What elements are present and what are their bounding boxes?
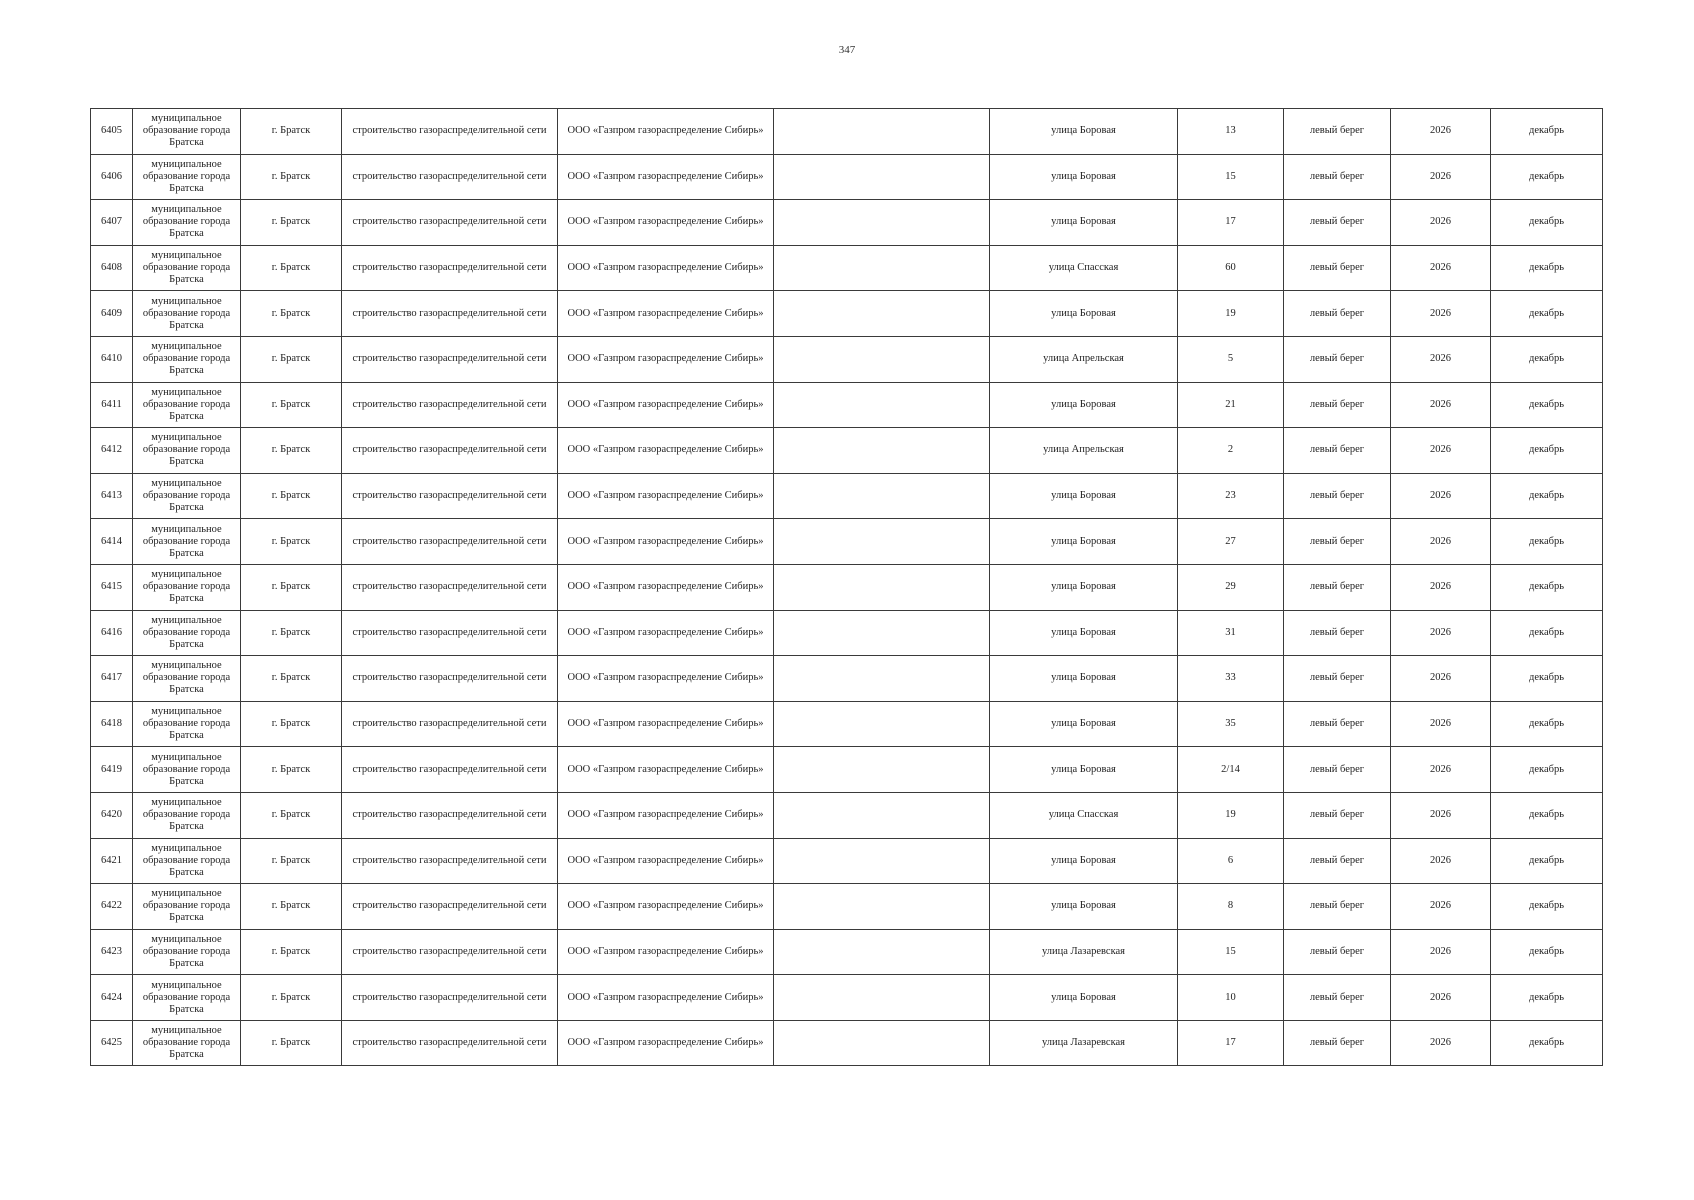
municipality-cell: муниципальное образование города Братска (133, 1020, 241, 1066)
year-cell: 2026 (1391, 291, 1491, 337)
house-number-cell: 23 (1178, 473, 1284, 519)
house-number-cell: 6 (1178, 838, 1284, 884)
settlement-cell: г. Братск (241, 792, 342, 838)
settlement-cell: г. Братск (241, 884, 342, 930)
river-bank-cell: левый берег (1284, 884, 1391, 930)
row-number-cell: 6412 (91, 428, 133, 474)
activity-cell: строительство газораспределительной сети (342, 564, 558, 610)
row-number-cell: 6415 (91, 564, 133, 610)
street-cell: улица Боровая (990, 154, 1178, 200)
row-number-cell: 6419 (91, 747, 133, 793)
river-bank-cell: левый берег (1284, 564, 1391, 610)
activity-cell: строительство газораспределительной сети (342, 929, 558, 975)
row-number-cell: 6418 (91, 701, 133, 747)
activity-cell: строительство газораспределительной сети (342, 1020, 558, 1066)
activity-cell: строительство газораспределительной сети (342, 610, 558, 656)
register-table (90, 108, 1603, 1066)
row-number-cell: 6407 (91, 200, 133, 246)
activity-cell: строительство газораспределительной сети (342, 336, 558, 382)
settlement-cell: г. Братск (241, 610, 342, 656)
month-cell: декабрь (1491, 929, 1603, 975)
month-cell: декабрь (1491, 656, 1603, 702)
street-cell: улица Спасская (990, 792, 1178, 838)
year-cell: 2026 (1391, 929, 1491, 975)
year-cell: 2026 (1391, 109, 1491, 155)
year-cell: 2026 (1391, 884, 1491, 930)
municipality-cell: муниципальное образование города Братска (133, 200, 241, 246)
table-row (91, 1020, 1603, 1066)
organization-cell: ООО «Газпром газораспределение Сибирь» (558, 838, 774, 884)
activity-cell: строительство газораспределительной сети (342, 838, 558, 884)
street-cell: улица Боровая (990, 382, 1178, 428)
activity-cell: строительство газораспределительной сети (342, 109, 558, 155)
street-cell: улица Лазаревская (990, 1020, 1178, 1066)
street-cell: улица Боровая (990, 200, 1178, 246)
activity-cell: строительство газораспределительной сети (342, 747, 558, 793)
house-number-cell: 2/14 (1178, 747, 1284, 793)
settlement-cell: г. Братск (241, 1020, 342, 1066)
settlement-cell: г. Братск (241, 701, 342, 747)
settlement-cell: г. Братск (241, 291, 342, 337)
organization-cell: ООО «Газпром газораспределение Сибирь» (558, 200, 774, 246)
house-number-cell: 29 (1178, 564, 1284, 610)
month-cell: декабрь (1491, 109, 1603, 155)
settlement-cell: г. Братск (241, 245, 342, 291)
street-cell: улица Боровая (990, 838, 1178, 884)
organization-cell: ООО «Газпром газораспределение Сибирь» (558, 336, 774, 382)
year-cell: 2026 (1391, 519, 1491, 565)
row-number-cell: 6421 (91, 838, 133, 884)
empty-cell (774, 838, 990, 884)
street-cell: улица Боровая (990, 656, 1178, 702)
table-row (91, 610, 1603, 656)
organization-cell: ООО «Газпром газораспределение Сибирь» (558, 1020, 774, 1066)
municipality-cell: муниципальное образование города Братска (133, 245, 241, 291)
municipality-cell: муниципальное образование города Братска (133, 428, 241, 474)
settlement-cell: г. Братск (241, 656, 342, 702)
house-number-cell: 15 (1178, 929, 1284, 975)
street-cell: улица Боровая (990, 109, 1178, 155)
month-cell: декабрь (1491, 564, 1603, 610)
house-number-cell: 8 (1178, 884, 1284, 930)
organization-cell: ООО «Газпром газораспределение Сибирь» (558, 245, 774, 291)
municipality-cell: муниципальное образование города Братска (133, 929, 241, 975)
empty-cell (774, 109, 990, 155)
municipality-cell: муниципальное образование города Братска (133, 109, 241, 155)
street-cell: улица Боровая (990, 564, 1178, 610)
empty-cell (774, 975, 990, 1021)
street-cell: улица Боровая (990, 747, 1178, 793)
year-cell: 2026 (1391, 564, 1491, 610)
house-number-cell: 31 (1178, 610, 1284, 656)
river-bank-cell: левый берег (1284, 473, 1391, 519)
table-row (91, 154, 1603, 200)
empty-cell (774, 245, 990, 291)
house-number-cell: 5 (1178, 336, 1284, 382)
empty-cell (774, 610, 990, 656)
empty-cell (774, 929, 990, 975)
year-cell: 2026 (1391, 154, 1491, 200)
table-row (91, 519, 1603, 565)
organization-cell: ООО «Газпром газораспределение Сибирь» (558, 519, 774, 565)
table-row (91, 200, 1603, 246)
organization-cell: ООО «Газпром газораспределение Сибирь» (558, 792, 774, 838)
month-cell: декабрь (1491, 200, 1603, 246)
month-cell: декабрь (1491, 473, 1603, 519)
empty-cell (774, 336, 990, 382)
activity-cell: строительство газораспределительной сети (342, 382, 558, 428)
settlement-cell: г. Братск (241, 109, 342, 155)
month-cell: декабрь (1491, 610, 1603, 656)
row-number-cell: 6405 (91, 109, 133, 155)
street-cell: улица Боровая (990, 975, 1178, 1021)
organization-cell: ООО «Газпром газораспределение Сибирь» (558, 929, 774, 975)
table-row (91, 109, 1603, 155)
municipality-cell: муниципальное образование города Братска (133, 792, 241, 838)
month-cell: декабрь (1491, 884, 1603, 930)
table-row (91, 656, 1603, 702)
row-number-cell: 6425 (91, 1020, 133, 1066)
house-number-cell: 33 (1178, 656, 1284, 702)
activity-cell: строительство газораспределительной сети (342, 884, 558, 930)
table-row (91, 564, 1603, 610)
river-bank-cell: левый берег (1284, 291, 1391, 337)
empty-cell (774, 428, 990, 474)
empty-cell (774, 656, 990, 702)
empty-cell (774, 1020, 990, 1066)
organization-cell: ООО «Газпром газораспределение Сибирь» (558, 884, 774, 930)
settlement-cell: г. Братск (241, 473, 342, 519)
table-row (91, 473, 1603, 519)
settlement-cell: г. Братск (241, 747, 342, 793)
settlement-cell: г. Братск (241, 154, 342, 200)
settlement-cell: г. Братск (241, 929, 342, 975)
month-cell: декабрь (1491, 747, 1603, 793)
house-number-cell: 60 (1178, 245, 1284, 291)
year-cell: 2026 (1391, 838, 1491, 884)
empty-cell (774, 200, 990, 246)
river-bank-cell: левый берег (1284, 610, 1391, 656)
activity-cell: строительство газораспределительной сети (342, 519, 558, 565)
street-cell: улица Апрельская (990, 336, 1178, 382)
year-cell: 2026 (1391, 610, 1491, 656)
month-cell: декабрь (1491, 519, 1603, 565)
empty-cell (774, 154, 990, 200)
municipality-cell: муниципальное образование города Братска (133, 291, 241, 337)
table-row (91, 245, 1603, 291)
month-cell: декабрь (1491, 382, 1603, 428)
house-number-cell: 17 (1178, 1020, 1284, 1066)
street-cell: улица Лазаревская (990, 929, 1178, 975)
row-number-cell: 6423 (91, 929, 133, 975)
table-row (91, 291, 1603, 337)
table-row (91, 792, 1603, 838)
street-cell: улица Боровая (990, 884, 1178, 930)
settlement-cell: г. Братск (241, 975, 342, 1021)
year-cell: 2026 (1391, 792, 1491, 838)
year-cell: 2026 (1391, 975, 1491, 1021)
river-bank-cell: левый берег (1284, 701, 1391, 747)
activity-cell: строительство газораспределительной сети (342, 473, 558, 519)
street-cell: улица Боровая (990, 610, 1178, 656)
row-number-cell: 6414 (91, 519, 133, 565)
month-cell: декабрь (1491, 701, 1603, 747)
municipality-cell: муниципальное образование города Братска (133, 154, 241, 200)
year-cell: 2026 (1391, 656, 1491, 702)
municipality-cell: муниципальное образование города Братска (133, 336, 241, 382)
table-body (91, 109, 1603, 1066)
year-cell: 2026 (1391, 747, 1491, 793)
year-cell: 2026 (1391, 473, 1491, 519)
river-bank-cell: левый берег (1284, 200, 1391, 246)
row-number-cell: 6410 (91, 336, 133, 382)
month-cell: декабрь (1491, 428, 1603, 474)
house-number-cell: 19 (1178, 792, 1284, 838)
empty-cell (774, 792, 990, 838)
table-row (91, 428, 1603, 474)
empty-cell (774, 382, 990, 428)
activity-cell: строительство газораспределительной сети (342, 200, 558, 246)
organization-cell: ООО «Газпром газораспределение Сибирь» (558, 109, 774, 155)
settlement-cell: г. Братск (241, 564, 342, 610)
table-row (91, 884, 1603, 930)
settlement-cell: г. Братск (241, 428, 342, 474)
row-number-cell: 6424 (91, 975, 133, 1021)
table-row (91, 838, 1603, 884)
empty-cell (774, 884, 990, 930)
year-cell: 2026 (1391, 701, 1491, 747)
row-number-cell: 6408 (91, 245, 133, 291)
house-number-cell: 21 (1178, 382, 1284, 428)
municipality-cell: муниципальное образование города Братска (133, 884, 241, 930)
organization-cell: ООО «Газпром газораспределение Сибирь» (558, 701, 774, 747)
table-row (91, 382, 1603, 428)
house-number-cell: 10 (1178, 975, 1284, 1021)
street-cell: улица Боровая (990, 519, 1178, 565)
month-cell: декабрь (1491, 975, 1603, 1021)
empty-cell (774, 473, 990, 519)
month-cell: декабрь (1491, 154, 1603, 200)
year-cell: 2026 (1391, 1020, 1491, 1066)
row-number-cell: 6416 (91, 610, 133, 656)
empty-cell (774, 519, 990, 565)
organization-cell: ООО «Газпром газораспределение Сибирь» (558, 382, 774, 428)
organization-cell: ООО «Газпром газораспределение Сибирь» (558, 473, 774, 519)
house-number-cell: 2 (1178, 428, 1284, 474)
river-bank-cell: левый берег (1284, 975, 1391, 1021)
table-row (91, 929, 1603, 975)
river-bank-cell: левый берег (1284, 838, 1391, 884)
house-number-cell: 35 (1178, 701, 1284, 747)
river-bank-cell: левый берег (1284, 1020, 1391, 1066)
street-cell: улица Боровая (990, 701, 1178, 747)
activity-cell: строительство газораспределительной сети (342, 792, 558, 838)
table-row (91, 701, 1603, 747)
organization-cell: ООО «Газпром газораспределение Сибирь» (558, 975, 774, 1021)
activity-cell: строительство газораспределительной сети (342, 975, 558, 1021)
municipality-cell: муниципальное образование города Братска (133, 382, 241, 428)
table-row (91, 975, 1603, 1021)
river-bank-cell: левый берег (1284, 929, 1391, 975)
street-cell: улица Боровая (990, 473, 1178, 519)
settlement-cell: г. Братск (241, 382, 342, 428)
organization-cell: ООО «Газпром газораспределение Сибирь» (558, 428, 774, 474)
settlement-cell: г. Братск (241, 336, 342, 382)
municipality-cell: муниципальное образование города Братска (133, 519, 241, 565)
settlement-cell: г. Братск (241, 519, 342, 565)
activity-cell: строительство газораспределительной сети (342, 428, 558, 474)
month-cell: декабрь (1491, 1020, 1603, 1066)
row-number-cell: 6411 (91, 382, 133, 428)
empty-cell (774, 701, 990, 747)
river-bank-cell: левый берег (1284, 382, 1391, 428)
organization-cell: ООО «Газпром газораспределение Сибирь» (558, 291, 774, 337)
river-bank-cell: левый берег (1284, 519, 1391, 565)
year-cell: 2026 (1391, 200, 1491, 246)
table-row (91, 336, 1603, 382)
activity-cell: строительство газораспределительной сети (342, 656, 558, 702)
municipality-cell: муниципальное образование города Братска (133, 564, 241, 610)
month-cell: декабрь (1491, 792, 1603, 838)
row-number-cell: 6420 (91, 792, 133, 838)
municipality-cell: муниципальное образование города Братска (133, 975, 241, 1021)
year-cell: 2026 (1391, 428, 1491, 474)
month-cell: декабрь (1491, 838, 1603, 884)
year-cell: 2026 (1391, 245, 1491, 291)
river-bank-cell: левый берег (1284, 245, 1391, 291)
house-number-cell: 19 (1178, 291, 1284, 337)
month-cell: декабрь (1491, 336, 1603, 382)
municipality-cell: муниципальное образование города Братска (133, 747, 241, 793)
activity-cell: строительство газораспределительной сети (342, 701, 558, 747)
settlement-cell: г. Братск (241, 200, 342, 246)
activity-cell: строительство газораспределительной сети (342, 245, 558, 291)
year-cell: 2026 (1391, 382, 1491, 428)
street-cell: улица Боровая (990, 291, 1178, 337)
organization-cell: ООО «Газпром газораспределение Сибирь» (558, 564, 774, 610)
street-cell: улица Спасская (990, 245, 1178, 291)
municipality-cell: муниципальное образование города Братска (133, 838, 241, 884)
river-bank-cell: левый берег (1284, 428, 1391, 474)
organization-cell: ООО «Газпром газораспределение Сибирь» (558, 656, 774, 702)
month-cell: декабрь (1491, 291, 1603, 337)
house-number-cell: 27 (1178, 519, 1284, 565)
empty-cell (774, 747, 990, 793)
house-number-cell: 15 (1178, 154, 1284, 200)
river-bank-cell: левый берег (1284, 336, 1391, 382)
empty-cell (774, 291, 990, 337)
settlement-cell: г. Братск (241, 838, 342, 884)
street-cell: улица Апрельская (990, 428, 1178, 474)
house-number-cell: 13 (1178, 109, 1284, 155)
activity-cell: строительство газораспределительной сети (342, 291, 558, 337)
municipality-cell: муниципальное образование города Братска (133, 701, 241, 747)
river-bank-cell: левый берег (1284, 792, 1391, 838)
municipality-cell: муниципальное образование города Братска (133, 473, 241, 519)
river-bank-cell: левый берег (1284, 109, 1391, 155)
row-number-cell: 6417 (91, 656, 133, 702)
year-cell: 2026 (1391, 336, 1491, 382)
page-number: 347 (838, 44, 856, 56)
row-number-cell: 6406 (91, 154, 133, 200)
river-bank-cell: левый берег (1284, 656, 1391, 702)
row-number-cell: 6422 (91, 884, 133, 930)
row-number-cell: 6413 (91, 473, 133, 519)
municipality-cell: муниципальное образование города Братска (133, 610, 241, 656)
row-number-cell: 6409 (91, 291, 133, 337)
organization-cell: ООО «Газпром газораспределение Сибирь» (558, 747, 774, 793)
organization-cell: ООО «Газпром газораспределение Сибирь» (558, 610, 774, 656)
river-bank-cell: левый берег (1284, 154, 1391, 200)
municipality-cell: муниципальное образование города Братска (133, 656, 241, 702)
activity-cell: строительство газораспределительной сети (342, 154, 558, 200)
river-bank-cell: левый берег (1284, 747, 1391, 793)
house-number-cell: 17 (1178, 200, 1284, 246)
organization-cell: ООО «Газпром газораспределение Сибирь» (558, 154, 774, 200)
empty-cell (774, 564, 990, 610)
table-row (91, 747, 1603, 793)
month-cell: декабрь (1491, 245, 1603, 291)
